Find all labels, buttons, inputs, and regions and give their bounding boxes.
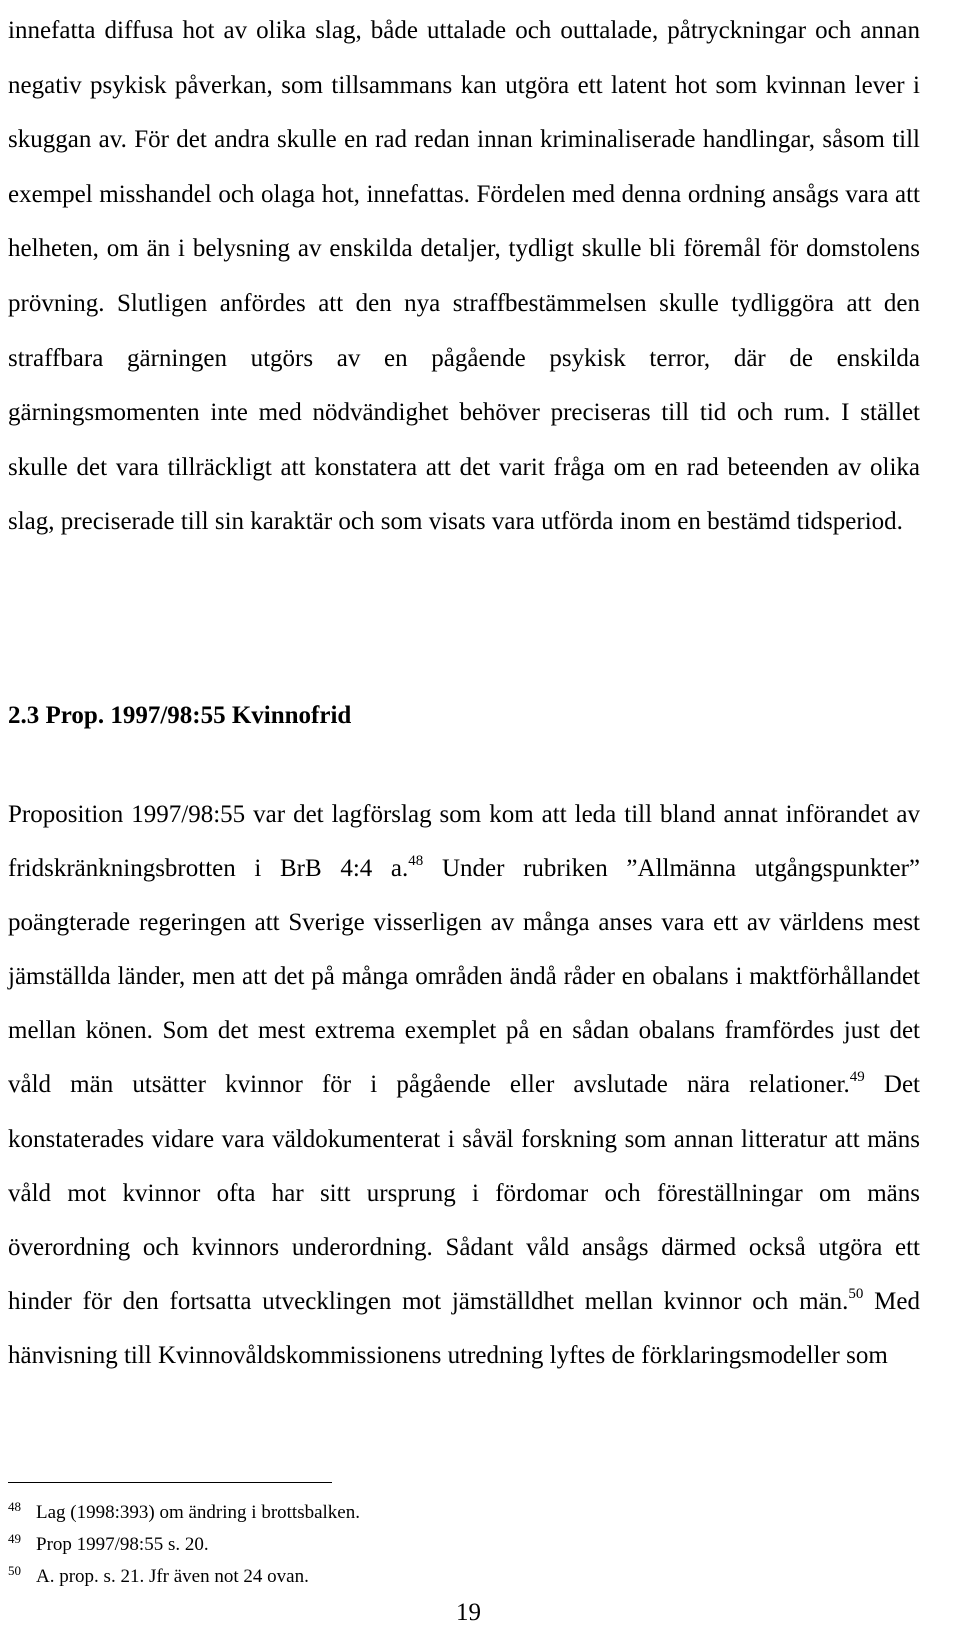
page-number: 19 [456,1599,481,1626]
paragraph-2-text-part-2: Under rubriken ”Allmänna utgångspunkter” poängterade regeringen att Sverige visserligen av många anses vara ett av världens mest jämställda länder, men att det på många områden ändå råder en obalans i maktförhållandet mellan könen. Som det mest extrema exemplet på en sådan obalans framfördes just det våld män utsätter kvinnor för i pågående eller avslutade nära relationer. [8,855,920,1099]
body-paragraph-2 [8,788,920,1383]
footnote-text: A. prop. s. 21. Jfr även not 24 ovan. [36,1566,309,1587]
footnotes [8,1494,708,1590]
footnote-divider [8,1482,332,1483]
footnote-number: 48 [8,1499,21,1514]
footnote-49 [8,1526,708,1558]
footnote-ref-48[interactable]: 48 [408,852,424,869]
footnote-text: Prop 1997/98:55 s. 20. [36,1534,209,1555]
body-paragraph-1: innefatta diffusa hot av olika slag, både uttalade och outtalade, påtryckningar och annan negativ psykisk påverkan, som tillsammans kan utgöra ett latent hot som kvinnan lever i skuggan av. För det andra skulle en rad redan innan kriminaliserade handlingar, såsom till exempel misshandel och olaga hot, innefattas. Fördelen med denna ordning ansågs vara att helheten, om än i belysning av enskilda detaljer, tydligt skulle bli föremål för domstolens prövning. Slutligen anfördes att den nya straffbestämmelsen skulle tydliggöra att den straffbara gärningen utgörs av en pågående psykisk terror, där de enskilda gärningsmomenten inte med nödvändighet behöver preciseras till tid och rum. I stället skulle det vara tillräckligt att konstatera att det varit fråga om en rad beteenden av olika slag, preciserade till sin karaktär och som visats vara utförda inom en bestämd tidsperiod. [8,17,920,536]
footnote-48 [8,1494,708,1526]
section-heading: 2.3 Prop. 1997/98:55 Kvinnofrid [8,702,352,729]
footnote-text: Lag (1998:393) om ändring i brottsbalken. [36,1502,360,1523]
footnote-number: 49 [8,1531,21,1546]
footnote-50 [8,1558,708,1590]
footnote-ref-49[interactable]: 49 [849,1069,865,1086]
footnote-ref-50[interactable]: 50 [848,1285,864,1302]
paragraph-2-text-part-4: Med hänvisning till Kvinnovåldskommissionens utredning lyftes de förklaringsmodeller som [8,1287,921,1369]
paragraph-2-text-part-1: Proposition 1997/98:55 var det lagförslag som kom att leda till bland annat införandet av fridskränkningsbrotten i BrB 4:4 a. [8,801,920,883]
footnote-number: 50 [8,1563,21,1578]
paragraph-2-text-part-3: Det konstaterades vidare vara väldokumenterat i såväl forskning som annan litteratur att mäns våld mot kvinnor ofta har sitt ursprung i fördomar och föreställningar om mäns överordning och kvinnors underordning. Sådant våld ansågs därmed också utgöra ett hinder för den fortsatta utvecklingen mot jämställdhet mellan kvinnor och män. [8,1071,920,1315]
